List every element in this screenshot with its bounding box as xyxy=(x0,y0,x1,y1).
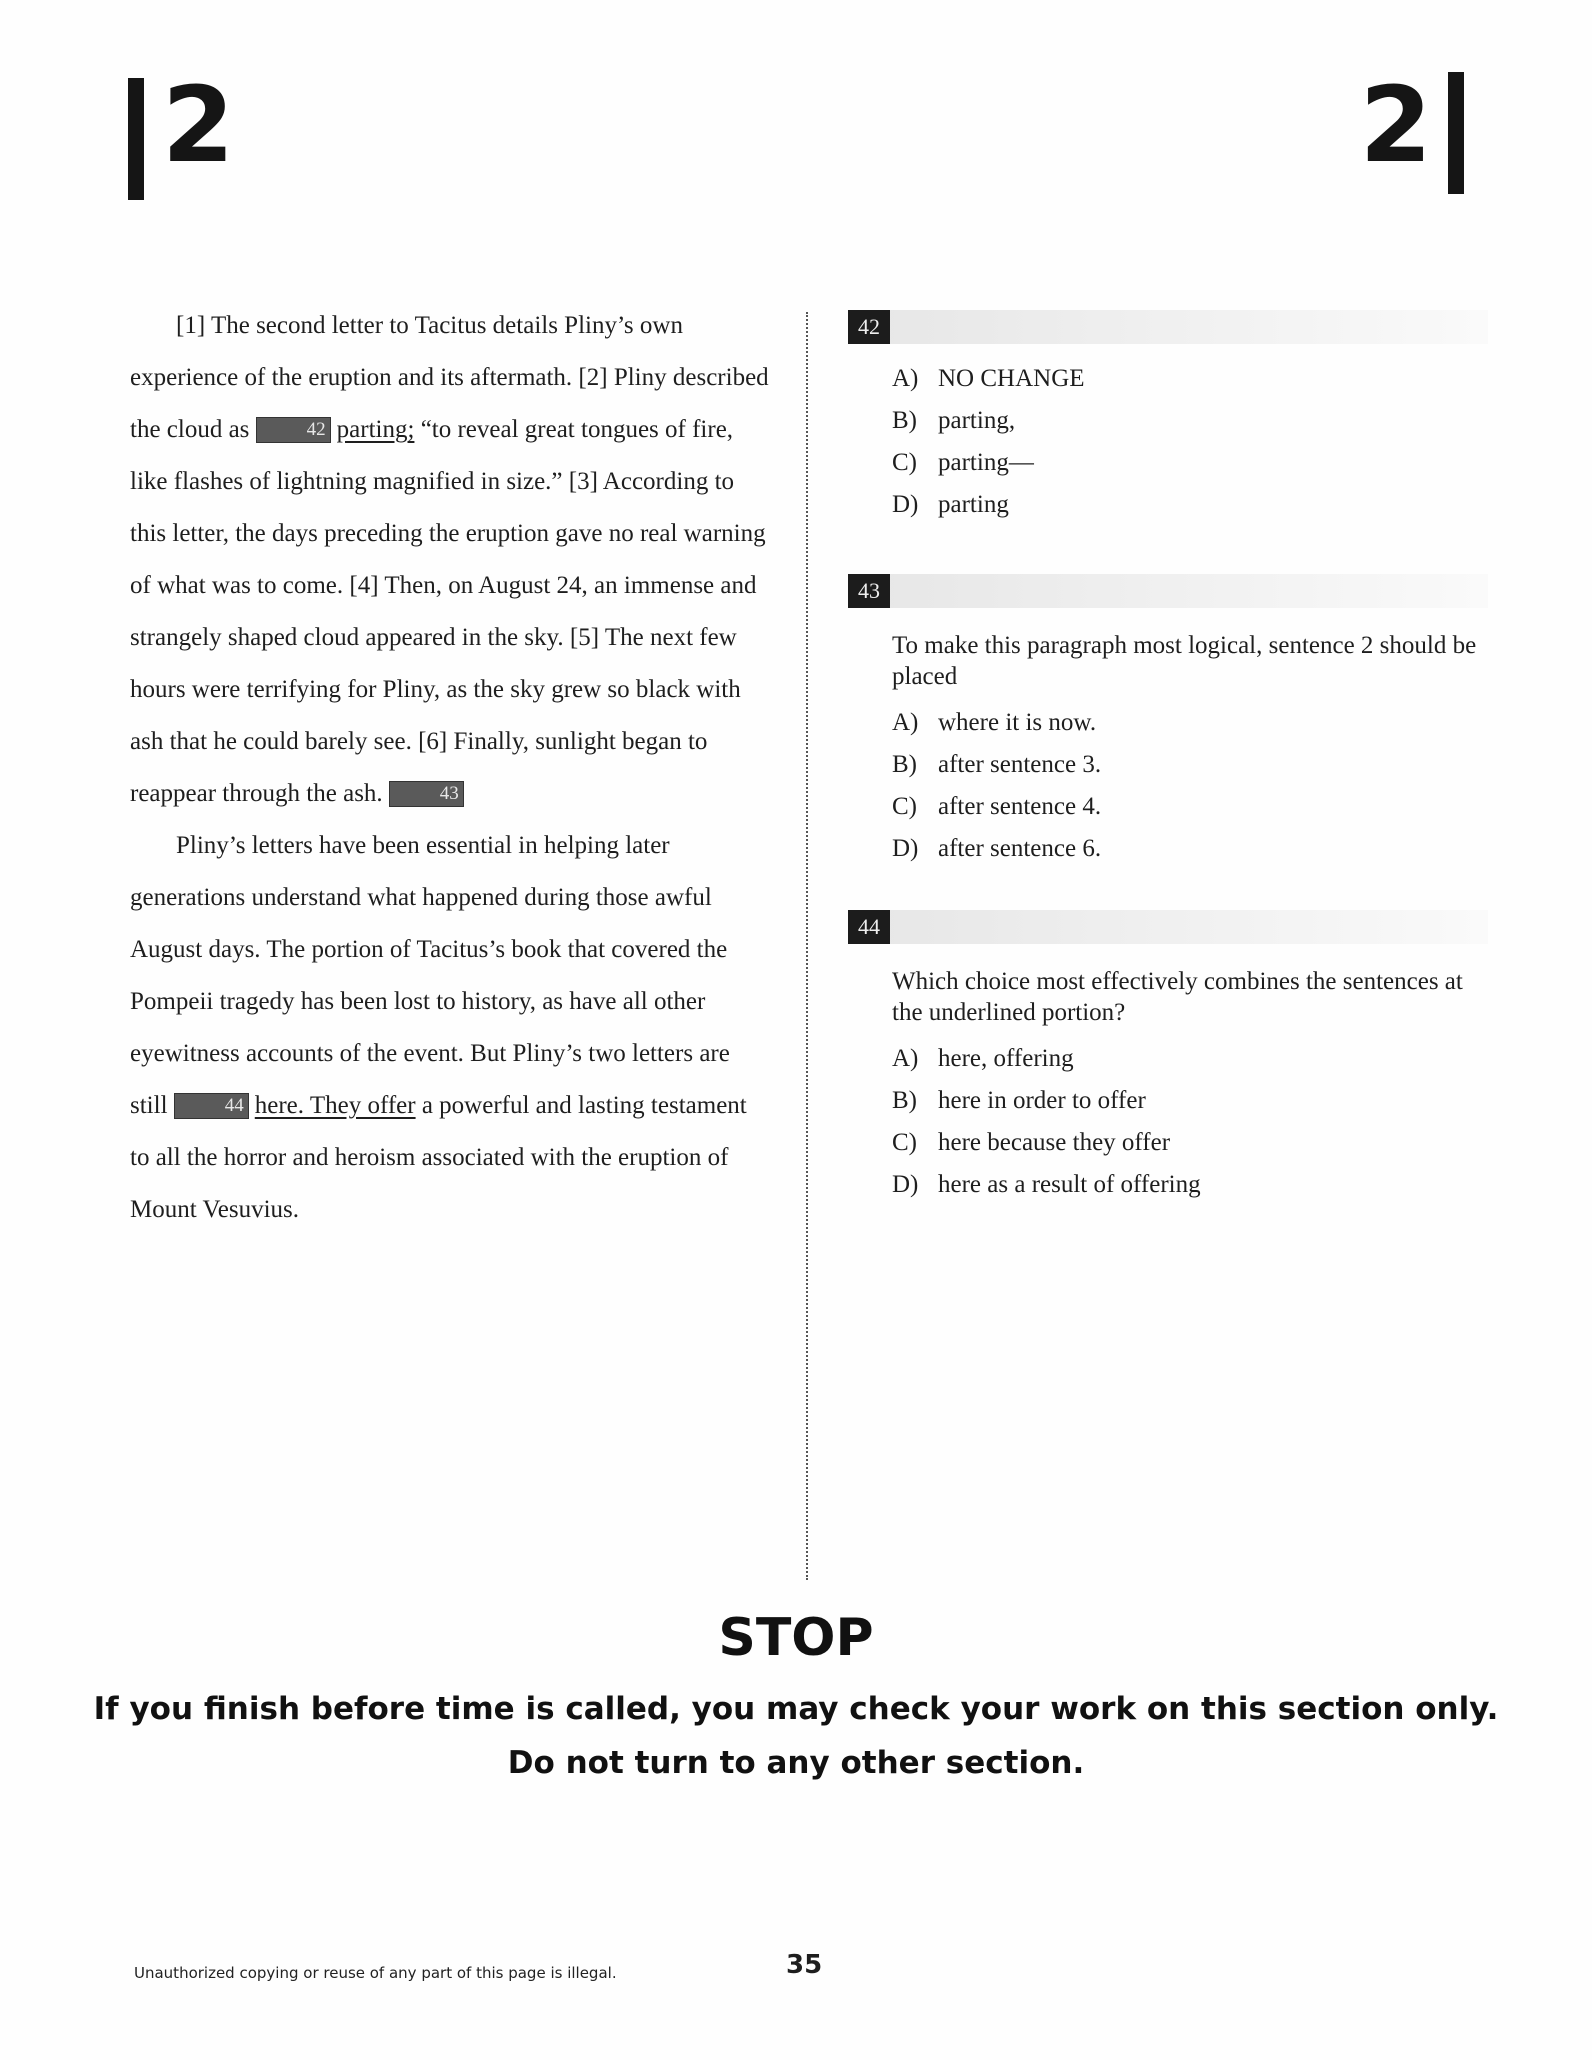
answer-option-a[interactable]: A) NO CHANGE xyxy=(892,365,1085,392)
stop-instruction-line-1: If you finish before time is called, you may check your work on this section only. xyxy=(93,1691,1499,1727)
underlined-portion-42: parting; xyxy=(336,416,415,443)
answer-option-b[interactable]: B) here in order to offer xyxy=(892,1087,1146,1114)
question-42 xyxy=(848,310,1488,526)
question-ref-43[interactable]: 43 xyxy=(389,781,464,807)
underlined-portion-44: here. They offer xyxy=(254,1092,416,1119)
answer-option-b[interactable]: B) parting, xyxy=(892,407,1016,434)
answer-option-c[interactable]: C) parting— xyxy=(892,449,1034,476)
question-ref-42[interactable]: 42 xyxy=(256,417,331,443)
passage-paragraph-2: Pliny’s letters have been essential in helping later generations understand what happened during those awful August days. The portion of Tacitus’s book that covered the Pompeii tragedy has been lost to history, as have all other eyewitness accounts of the event. But Pliny’s two letters are still 44 here. They offer a powerful and lasting testament to all the horror and heroism associated with the eruption of Mount Vesuvius. xyxy=(130,832,747,1223)
answer-options xyxy=(892,358,1488,526)
answer-option-d[interactable]: D) after sentence 6. xyxy=(892,835,1102,862)
section-bar-left xyxy=(128,78,144,200)
question-44 xyxy=(848,910,1488,1206)
answer-options xyxy=(892,702,1488,870)
answer-option-a[interactable]: A) where it is now. xyxy=(892,709,1097,736)
question-number: 44 xyxy=(848,910,890,944)
answer-option-b[interactable]: B) after sentence 3. xyxy=(892,751,1102,778)
question-number: 43 xyxy=(848,574,890,608)
stop-title: STOP xyxy=(718,1608,874,1668)
stop-instruction-line-2: Do not turn to any other section. xyxy=(507,1745,1085,1781)
question-number: 42 xyxy=(848,310,890,344)
question-header xyxy=(848,310,1488,344)
question-header xyxy=(848,574,1488,608)
answer-option-d[interactable]: D) parting xyxy=(892,491,1009,518)
answer-option-a[interactable]: A) here, offering xyxy=(892,1045,1074,1072)
passage-paragraph-1: [1] The second letter to Tacitus details Pliny’s own experience of the eruption and its aftermath. [2] Pliny described the cloud as 42 parting; “to reveal great tongues of fire, like flashes of lightning magnified in size.” [3] According to this letter, the days preceding the eruption gave no real warning of what was to come. [4] Then, on August 24, an immense and strangely shaped cloud appeared in the sky. [5] The next few hours were terrifying for Pliny, as the sky grew so black with ash that he could barely see. [6] Finally, sunlight began to reappear through the ash. 43 xyxy=(130,312,769,807)
question-43 xyxy=(848,574,1488,870)
passage xyxy=(130,300,770,1236)
page-number: 35 xyxy=(786,1950,823,1980)
question-prompt: Which choice most effectively combines the sentences at the underlined portion? xyxy=(892,968,1463,1026)
answer-option-d[interactable]: D) here as a result of offering xyxy=(892,1171,1201,1198)
answer-options xyxy=(892,1038,1488,1206)
question-ref-44[interactable]: 44 xyxy=(174,1093,249,1119)
stop-instructions xyxy=(0,1682,1592,1790)
column-divider xyxy=(806,312,808,1580)
answer-option-c[interactable]: C) after sentence 4. xyxy=(892,793,1102,820)
question-prompt: To make this paragraph most logical, sentence 2 should be placed xyxy=(892,632,1477,690)
copyright-notice: Unauthorized copying or reuse of any part of this page is illegal. xyxy=(134,1964,617,1982)
answer-option-c[interactable]: C) here because they offer xyxy=(892,1129,1171,1156)
question-header xyxy=(848,910,1488,944)
section-bar-right xyxy=(1448,72,1464,194)
